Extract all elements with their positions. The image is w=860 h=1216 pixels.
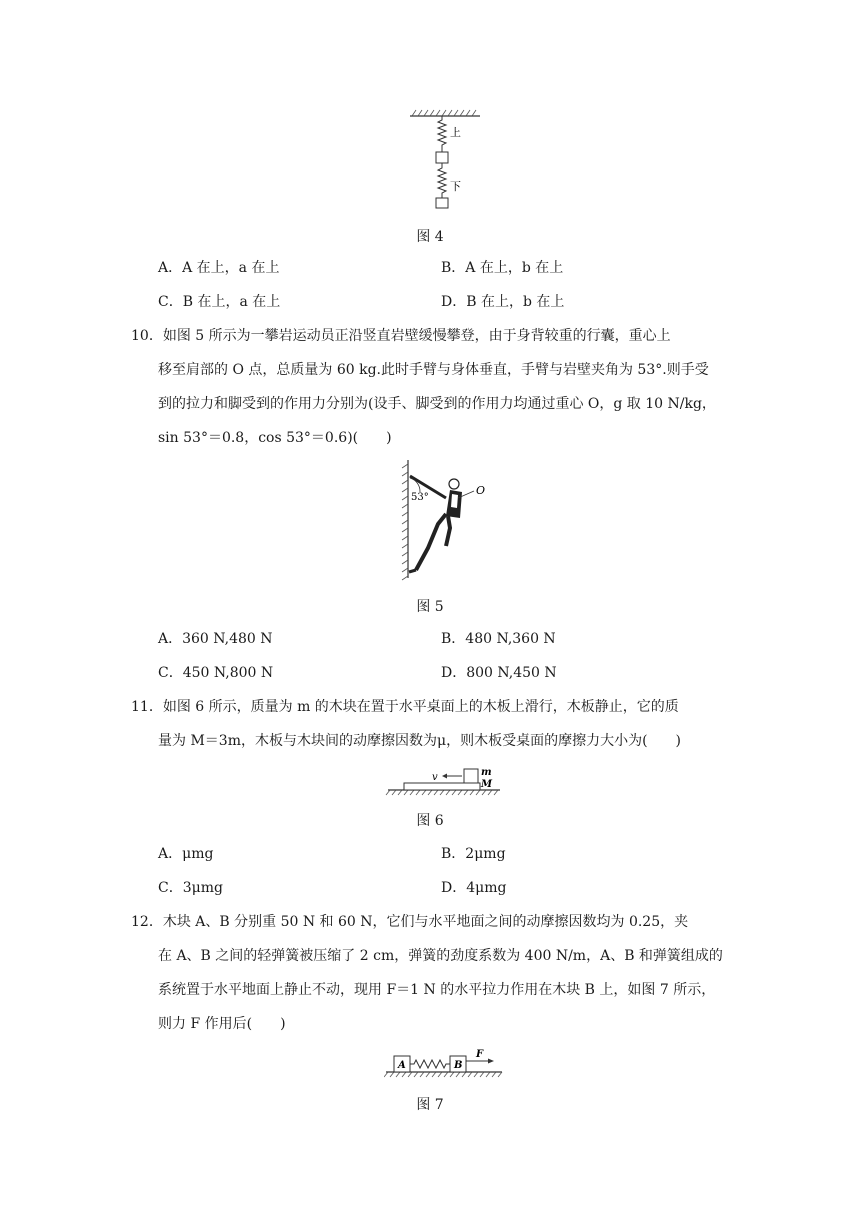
fig4-label-up: 上 — [450, 126, 461, 139]
figure-5-caption: 图 5 — [416, 599, 444, 615]
fig6-M-label: M — [481, 779, 493, 790]
q9-option-c: C．B 在上，a 在上 — [158, 294, 281, 310]
figure-4-caption: 图 4 — [416, 229, 444, 245]
q11-option-a: A．μmg — [158, 846, 214, 862]
figure-6-diagram — [384, 760, 504, 798]
q9-option-a: A．A 在上，a 在上 — [158, 260, 280, 276]
q12-line-1: 12．木块 A、B 分别重 50 N 和 60 N，它们与水平地面之间的动摩擦因数均为 0.25，夹 — [131, 914, 689, 930]
q10-line-1: 10．如图 5 所示为一攀岩运动员正沿竖直岩壁缓慢攀登，由于身背较重的行囊，重心上 — [131, 328, 671, 344]
q12-line-3: 系统置于水平地面上静止不动，现用 F＝1 N 的水平拉力作用在木块 B 上，如图 7 所示， — [158, 982, 716, 998]
figure-7-diagram — [384, 1048, 506, 1080]
q9-option-d: D．B 在上，b 在上 — [441, 294, 565, 310]
fig7-force-label: F — [476, 1049, 484, 1060]
fig6-m-label: m — [481, 767, 492, 778]
q10-option-a: A．360 N,480 N — [158, 631, 273, 647]
q10-line-3: 到的拉力和脚受到的作用力分别为(设手、脚受到的作用力均通过重心 O，g 取 10 N/kg， — [158, 396, 716, 412]
q10-option-b: B．480 N,360 N — [441, 631, 556, 647]
figure-7-caption: 图 7 — [416, 1097, 444, 1113]
q11-option-c: C．3μmg — [158, 880, 223, 896]
q12-line-2: 在 A、B 之间的轻弹簧被压缩了 2 cm，弹簧的劲度系数为 400 N/m，A、B 和弹簧组成的 — [158, 948, 723, 964]
q11-line-1: 11．如图 6 所示，质量为 m 的木块在置于水平桌面上的木板上滑行，木板静止，它的质 — [131, 699, 679, 715]
fig7-block-a-label: A — [398, 1060, 406, 1071]
q11-option-d: D．4μmg — [441, 880, 507, 896]
q12-line-4: 则力 F 作用后( ) — [158, 1016, 286, 1032]
q9-option-b: B．A 在上，b 在上 — [441, 260, 564, 276]
q10-option-d: D．800 N,450 N — [441, 665, 557, 681]
q11-line-2: 量为 M＝3m，木板与木块间的动摩擦因数为μ，则木板受桌面的摩擦力大小为( ) — [158, 733, 681, 749]
fig7-block-b-label: B — [454, 1060, 463, 1071]
q10-line-2: 移至肩部的 O 点，总质量为 60 kg.此时手臂与身体垂直，手臂与岩壁夹角为 53°.则手受 — [158, 362, 709, 378]
figure-5-diagram — [398, 458, 498, 583]
figure-6-caption: 图 6 — [416, 813, 444, 829]
fig4-label-down: 下 — [450, 180, 461, 193]
q11-option-b: B．2μmg — [441, 846, 506, 862]
figure-4-diagram — [400, 108, 490, 213]
fig5-angle-label: 53° — [411, 492, 429, 503]
q10-line-4: sin 53°＝0.8，cos 53°＝0.6)( ) — [158, 430, 392, 446]
q10-option-c: C．450 N,800 N — [158, 665, 274, 681]
fig6-velocity-label: v — [432, 772, 438, 783]
fig5-point-o: O — [476, 484, 486, 497]
